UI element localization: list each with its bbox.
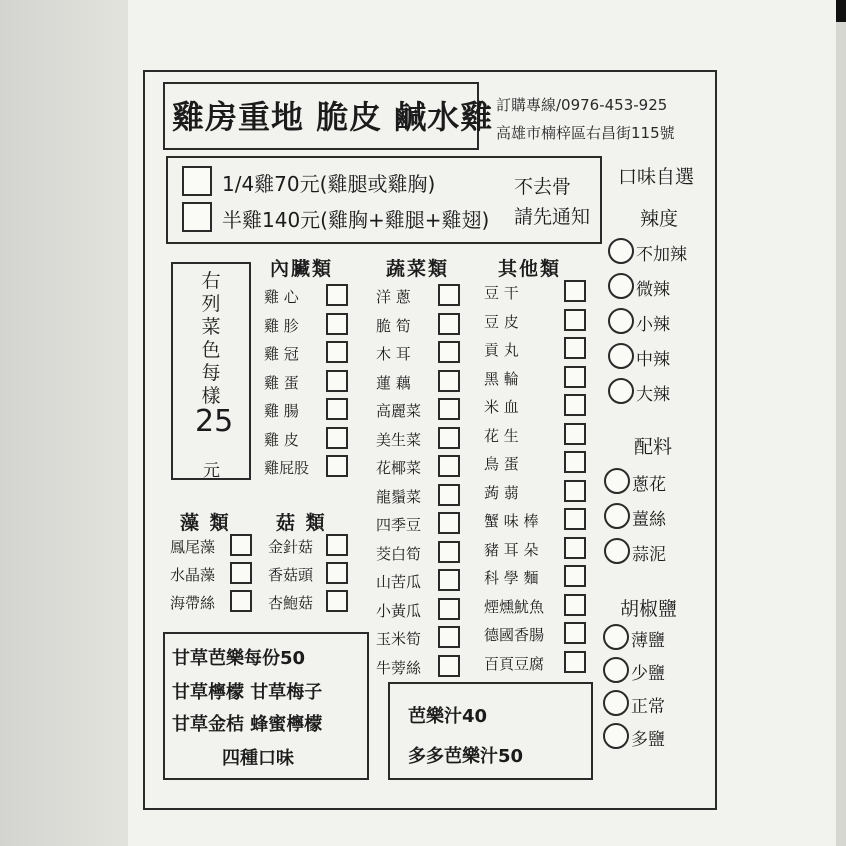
salt-option-label: 正常 xyxy=(631,697,665,717)
others-header: 其他類 xyxy=(498,258,562,280)
vegetable-item-checkbox[interactable] xyxy=(438,370,460,392)
other-item-checkbox[interactable] xyxy=(564,280,586,302)
spice-option-radio[interactable] xyxy=(608,308,634,334)
vegetable-item-checkbox[interactable] xyxy=(438,427,460,449)
vegetable-item-label: 洋 蔥 xyxy=(376,288,411,306)
other-item-label: 百頁豆腐 xyxy=(484,654,545,673)
vegetable-item-label: 四季豆 xyxy=(376,516,422,534)
algae-item-checkbox[interactable] xyxy=(230,562,252,584)
organ-item-label: 雞屁股 xyxy=(264,459,310,477)
mushrooms-header: 菇 類 xyxy=(276,512,327,534)
spice-title: 辣度 xyxy=(640,208,679,230)
algae-header: 藻 類 xyxy=(180,512,231,534)
algae-item-checkbox[interactable] xyxy=(230,534,252,556)
vegetable-item-label: 玉米筍 xyxy=(376,630,422,648)
half-chicken-label: 半雞140元(雞胸+雞腿+雞翅) xyxy=(222,208,490,232)
other-item-checkbox[interactable] xyxy=(564,565,586,587)
organ-item-checkbox[interactable] xyxy=(326,398,348,420)
vegetable-item-label: 龍鬚菜 xyxy=(376,487,422,506)
organ-item-checkbox[interactable] xyxy=(326,427,348,449)
shop-address: 高雄市楠梓區右昌街115號 xyxy=(496,124,675,142)
other-item-label: 豬 耳 朵 xyxy=(484,540,539,559)
vegetable-item-label: 山苦瓜 xyxy=(376,573,422,591)
organ-item-label: 雞 皮 xyxy=(264,430,299,449)
vegetable-item-checkbox[interactable] xyxy=(438,626,460,648)
mushroom-item-label: 杏鮑菇 xyxy=(268,594,314,612)
vegetables-header: 蔬菜類 xyxy=(386,258,450,280)
algae-item-checkbox[interactable] xyxy=(230,590,252,612)
spice-option-label: 大辣 xyxy=(636,385,670,405)
other-item-checkbox[interactable] xyxy=(564,337,586,359)
price-note-unit: 元 xyxy=(203,461,220,481)
taste-title: 口味自選 xyxy=(618,166,695,188)
spice-option-label: 不加辣 xyxy=(636,245,687,265)
other-item-label: 米 血 xyxy=(484,398,519,416)
organ-item-label: 雞 蛋 xyxy=(264,373,299,392)
half-chicken-checkbox[interactable] xyxy=(182,202,212,232)
mushroom-item-checkbox[interactable] xyxy=(326,562,348,584)
other-item-label: 煙燻魷魚 xyxy=(484,597,545,616)
vegetable-item-checkbox[interactable] xyxy=(438,313,460,335)
mushroom-item-checkbox[interactable] xyxy=(326,590,348,612)
vegetable-item-checkbox[interactable] xyxy=(438,484,460,506)
other-item-checkbox[interactable] xyxy=(564,423,586,445)
salt-option-label: 多鹽 xyxy=(631,730,665,750)
vegetable-item-label: 茭白筍 xyxy=(376,544,422,563)
guava-flavors-1: 甘草檸檬 甘草梅子 xyxy=(172,682,323,703)
organ-item-checkbox[interactable] xyxy=(326,370,348,392)
vegetable-item-label: 木 耳 xyxy=(376,345,411,363)
vegetable-item-checkbox[interactable] xyxy=(438,341,460,363)
organ-item-checkbox[interactable] xyxy=(326,455,348,477)
organ-item-label: 雞 心 xyxy=(264,288,299,306)
other-item-label: 科 學 麵 xyxy=(484,569,539,587)
spice-option-radio[interactable] xyxy=(608,343,634,369)
algae-item-label: 鳳尾藻 xyxy=(170,538,216,556)
other-item-label: 豆 干 xyxy=(484,284,519,302)
other-item-label: 德國香腸 xyxy=(484,626,545,644)
other-item-checkbox[interactable] xyxy=(564,594,586,616)
other-item-label: 貢 丸 xyxy=(484,341,519,359)
toppings-title: 配料 xyxy=(634,436,673,458)
guava-price-line: 甘草芭樂每份50 xyxy=(172,648,306,669)
quarter-chicken-checkbox[interactable] xyxy=(182,166,212,196)
vegetable-item-checkbox[interactable] xyxy=(438,284,460,306)
spice-option-label: 中辣 xyxy=(636,350,670,370)
salt-title: 胡椒鹽 xyxy=(620,598,678,620)
other-item-checkbox[interactable] xyxy=(564,537,586,559)
salt-option-radio[interactable] xyxy=(603,723,629,749)
guava-juice: 芭樂汁40 xyxy=(408,706,488,727)
guava-flavors-2: 甘草金桔 蜂蜜檸檬 xyxy=(172,714,323,735)
other-item-label: 黑 輪 xyxy=(484,369,519,388)
vegetable-item-label: 高麗菜 xyxy=(376,402,422,420)
other-item-checkbox[interactable] xyxy=(564,508,586,530)
spice-option-radio[interactable] xyxy=(608,273,634,299)
topping-option-label: 蔥花 xyxy=(632,475,666,495)
topping-option-label: 薑絲 xyxy=(632,510,666,530)
spice-option-radio[interactable] xyxy=(608,378,634,404)
vegetable-item-label: 美生菜 xyxy=(376,430,422,449)
organ-item-label: 雞 腸 xyxy=(264,402,299,420)
other-item-checkbox[interactable] xyxy=(564,309,586,331)
vegetable-item-checkbox[interactable] xyxy=(438,569,460,591)
salt-option-radio[interactable] xyxy=(603,690,629,716)
no-deboning-note: 不去骨 xyxy=(514,176,572,198)
vegetable-item-label: 牛蒡絲 xyxy=(376,658,422,677)
other-item-label: 花 生 xyxy=(484,426,519,445)
organ-item-label: 雞 胗 xyxy=(264,316,299,335)
shop-title: 雞房重地 脆皮 鹹水雞 xyxy=(172,98,494,136)
salt-option-radio[interactable] xyxy=(603,624,629,650)
vegetable-item-checkbox[interactable] xyxy=(438,598,460,620)
vegetable-item-checkbox[interactable] xyxy=(438,455,460,477)
salt-option-radio[interactable] xyxy=(603,657,629,683)
other-item-checkbox[interactable] xyxy=(564,451,586,473)
price-note-amount: 25 xyxy=(195,404,234,439)
vegetable-item-label: 脆 筍 xyxy=(376,316,411,335)
spice-option-label: 小辣 xyxy=(636,315,670,335)
organ-item-label: 雞 冠 xyxy=(264,345,299,363)
vegetable-item-label: 小黃瓜 xyxy=(376,601,422,620)
other-item-checkbox[interactable] xyxy=(564,480,586,502)
spice-option-label: 微辣 xyxy=(636,280,670,300)
other-item-label: 鳥 蛋 xyxy=(484,455,519,473)
vegetable-item-checkbox[interactable] xyxy=(438,398,460,420)
order-phone: 訂購專線/0976-453-925 xyxy=(496,96,668,114)
other-item-label: 豆 皮 xyxy=(484,312,519,331)
organ-item-checkbox[interactable] xyxy=(326,341,348,363)
organ-item-checkbox[interactable] xyxy=(326,313,348,335)
quarter-chicken-label: 1/4雞70元(雞腿或雞胸) xyxy=(222,172,436,196)
notify-first-note: 請先通知 xyxy=(514,206,591,228)
yakult-guava-juice: 多多芭樂汁50 xyxy=(408,746,524,767)
topping-option-label: 蒜泥 xyxy=(632,545,666,565)
algae-item-label: 水晶藻 xyxy=(170,566,216,584)
other-item-checkbox[interactable] xyxy=(564,622,586,644)
price-note-text: 右列菜色每樣 xyxy=(201,270,221,407)
vegetable-item-label: 花椰菜 xyxy=(376,459,422,477)
vegetable-item-label: 蓮 藕 xyxy=(376,373,411,392)
topping-option-radio[interactable] xyxy=(604,538,630,564)
topping-option-radio[interactable] xyxy=(604,503,630,529)
other-item-label: 蟹 味 棒 xyxy=(484,512,539,530)
other-item-checkbox[interactable] xyxy=(564,394,586,416)
other-item-checkbox[interactable] xyxy=(564,651,586,673)
algae-item-label: 海帶絲 xyxy=(170,594,216,612)
vegetable-item-checkbox[interactable] xyxy=(438,655,460,677)
mushroom-item-label: 金針菇 xyxy=(268,538,314,556)
organs-header: 內臟類 xyxy=(270,258,334,280)
salt-option-label: 薄鹽 xyxy=(631,631,665,651)
guava-four-flavors: 四種口味 xyxy=(222,748,294,769)
other-item-label: 蒟 蒻 xyxy=(484,483,519,502)
other-item-checkbox[interactable] xyxy=(564,366,586,388)
organ-item-checkbox[interactable] xyxy=(326,284,348,306)
vegetable-item-checkbox[interactable] xyxy=(438,512,460,534)
mushroom-item-checkbox[interactable] xyxy=(326,534,348,556)
salt-option-label: 少鹽 xyxy=(631,664,665,684)
spice-option-radio[interactable] xyxy=(608,238,634,264)
mushroom-item-label: 香菇頭 xyxy=(268,566,314,584)
vegetable-item-checkbox[interactable] xyxy=(438,541,460,563)
topping-option-radio[interactable] xyxy=(604,468,630,494)
